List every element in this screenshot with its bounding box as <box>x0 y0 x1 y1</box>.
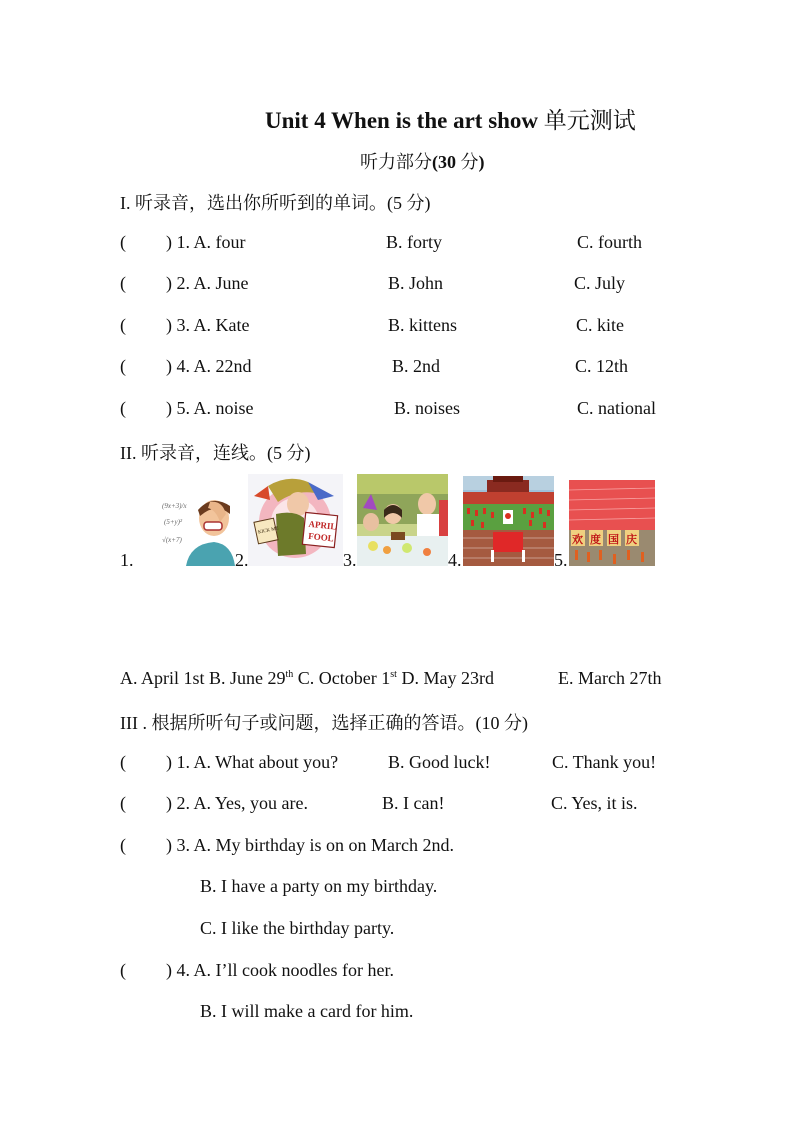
svg-text:欢: 欢 <box>572 534 583 546</box>
svg-text:国: 国 <box>608 534 619 546</box>
option-c: C. 12th <box>575 356 629 376</box>
picture-label: 1. <box>120 550 134 570</box>
option-c: C. Thank you! <box>552 752 657 772</box>
picture-label: 4. <box>448 550 462 570</box>
answer-blank[interactable]: ( <box>120 232 126 252</box>
section2-heading: II. 听录音，连线。(5 分) <box>120 443 311 463</box>
option-c: C. July <box>574 273 626 293</box>
svg-text:庆: 庆 <box>626 534 637 546</box>
birthday-party-image <box>357 474 448 566</box>
option-a: ) 3. A. My birthday is on on March 2nd. <box>166 835 454 855</box>
option-b: B. June 29 <box>209 668 286 688</box>
svg-text:APRIL: APRIL <box>308 518 337 532</box>
answer-blank[interactable]: ( <box>120 835 126 855</box>
picture-label: 5. <box>554 550 568 570</box>
option-a: ) 5. A. noise <box>166 398 254 418</box>
answer-blank[interactable]: ( <box>120 356 126 376</box>
subtitle-chinese: 听力部分 <box>360 152 432 172</box>
subtitle-unit: 分 <box>460 152 479 172</box>
picture-birthday-party <box>357 474 448 566</box>
subtitle-score: (30 <box>432 152 461 172</box>
answer-blank[interactable]: ( <box>120 960 126 980</box>
option-b-superscript: th <box>285 669 294 680</box>
svg-text:√(x+7): √(x+7) <box>162 536 182 544</box>
stadium-ceremony-image <box>463 476 554 566</box>
option-a: ) 1. A. What about you? <box>166 752 339 772</box>
option-d: D. May 23rd <box>396 668 494 688</box>
option-a: ) 2. A. June <box>166 273 249 293</box>
option-b: B. forty <box>386 232 442 252</box>
answer-blank[interactable]: ( <box>120 793 126 813</box>
option-a: A. April 1st <box>120 668 210 688</box>
option-a: ) 4. A. 22nd <box>166 356 252 376</box>
april-fool-jester-image <box>248 474 343 566</box>
svg-text:KICK ME: KICK ME <box>257 526 280 536</box>
answer-blank[interactable]: ( <box>120 752 126 772</box>
subtitle <box>360 148 485 174</box>
svg-text:(5+y)²: (5+y)² <box>164 518 183 526</box>
option-a: ) 4. A. I’ll cook noodles for her. <box>166 960 394 980</box>
option-a: ) 3. A. Kate <box>166 315 250 335</box>
section3-heading: III . 根据所听句子或问题，选择正确的答语。(10 分) <box>120 713 528 733</box>
section1-heading: I. 听录音，选出你所听到的单词。(5 分) <box>120 193 431 213</box>
picture-confused-man <box>160 492 235 566</box>
option-e: E. March 27th <box>558 668 662 688</box>
option-c-superscript: st <box>390 669 397 680</box>
option-b: B. John <box>388 273 444 293</box>
option-b: B. Good luck! <box>388 752 491 772</box>
picture-label: 2. <box>235 550 249 570</box>
option-b: B. kittens <box>388 315 458 335</box>
option-b: B. I have a party on my birthday. <box>200 876 438 896</box>
subtitle-close: ) <box>478 152 485 172</box>
svg-text:度: 度 <box>590 534 601 546</box>
picture-label: 3. <box>343 550 357 570</box>
page-title <box>265 102 636 135</box>
option-c: C. national <box>577 398 656 418</box>
answer-blank[interactable]: ( <box>120 315 126 335</box>
option-c: C. October 1 <box>293 668 391 688</box>
matching-options <box>120 668 494 689</box>
option-b: B. noises <box>394 398 461 418</box>
picture-national-day <box>569 480 655 566</box>
title-chinese: 单元测试 <box>543 108 636 133</box>
answer-blank[interactable]: ( <box>120 273 126 293</box>
option-a: ) 1. A. four <box>166 232 246 252</box>
option-c: C. kite <box>576 315 624 335</box>
option-a: ) 2. A. Yes, you are. <box>166 793 308 813</box>
svg-text:(9x+3)/x: (9x+3)/x <box>162 502 187 510</box>
option-b: B. I can! <box>382 793 445 813</box>
option-c: C. Yes, it is. <box>551 793 638 813</box>
picture-stadium-ceremony <box>463 476 554 566</box>
option-c: C. fourth <box>577 232 642 252</box>
option-b: B. 2nd <box>392 356 441 376</box>
svg-text:FOOL: FOOL <box>307 530 335 544</box>
confused-man-image <box>160 492 235 566</box>
national-day-celebration-image <box>569 480 655 566</box>
answer-blank[interactable]: ( <box>120 398 126 418</box>
option-b: B. I will make a card for him. <box>200 1001 414 1021</box>
picture-april-fool <box>248 474 343 566</box>
option-c: C. I like the birthday party. <box>200 918 395 938</box>
title-english: Unit 4 When is the art show <box>265 108 544 133</box>
